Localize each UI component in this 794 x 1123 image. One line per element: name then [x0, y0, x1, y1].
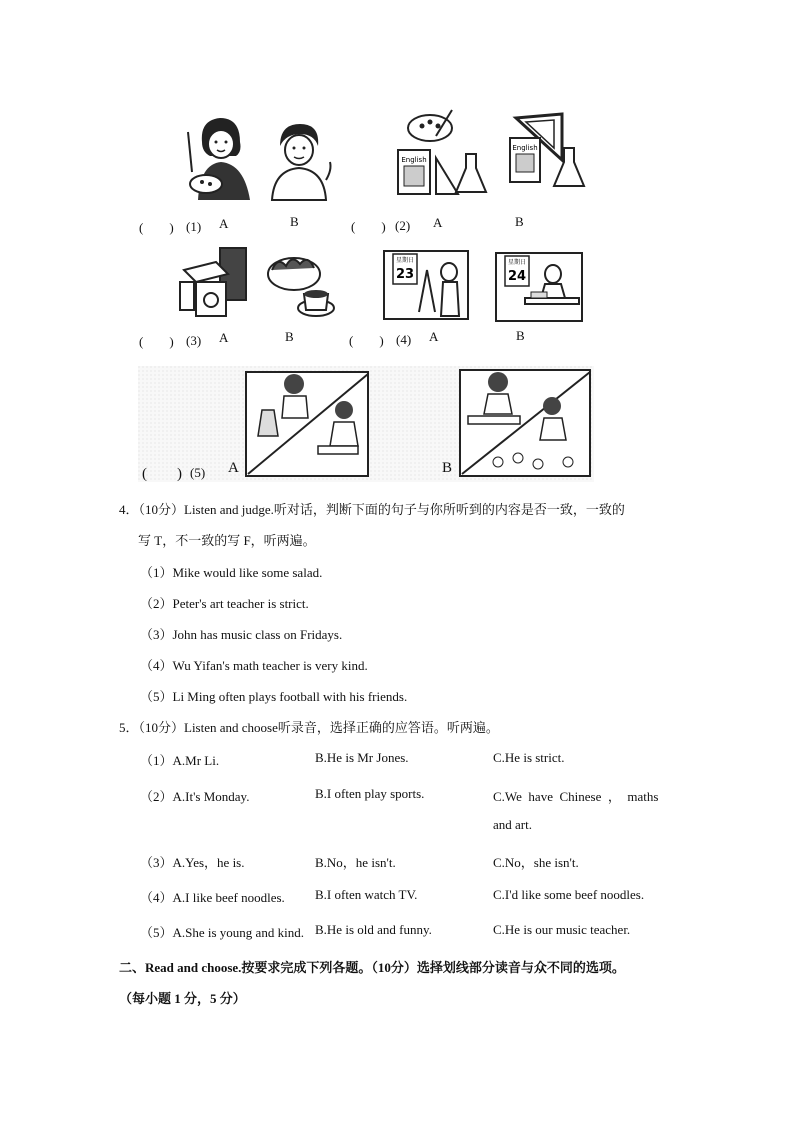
choice-option-c-cont: and art. [493, 817, 532, 832]
choice-option-a: （4）A.I like beef noodles. [140, 890, 285, 905]
section5-heading: 5．（10分）Listen and choose听录音，选择正确的应答语。听两遍。 [119, 720, 499, 735]
book-label: English [401, 156, 427, 164]
section4-heading: 4．（10分）Listen and judge.听对话，判断下面的句子与你所听到的内容是否一致，一致的 [119, 502, 625, 517]
option-label-a: A [228, 460, 239, 476]
choice-option-a: （5）A.She is young and kind. [140, 925, 304, 940]
question-number: (1) [186, 219, 202, 234]
picture-q1-a [180, 112, 262, 202]
picture-q2-a [396, 106, 492, 202]
choice-option-c: C.I'd like some beef noodles. [493, 887, 645, 902]
judge-item: （1）Mike would like some salad. [140, 565, 323, 580]
option-label-b: B [515, 214, 524, 229]
option-label-b: B [516, 328, 525, 343]
option-label-b: B [285, 329, 294, 344]
choice-option-c: C.No，she isn't. [493, 855, 579, 870]
choice-option-b: B.He is Mr Jones. [315, 750, 409, 765]
judge-item: （5）Li Ming often plays football with his friends. [140, 689, 408, 704]
option-label-a: A [219, 330, 229, 345]
option-label-b: B [290, 214, 299, 229]
choice-option-a: （3）A.Yes，he is. [140, 855, 245, 870]
choice-option-b: B.I often watch TV. [315, 887, 418, 902]
answer-paren[interactable]: ( ) [349, 333, 384, 348]
option-label-a: A [429, 329, 439, 344]
question-number: (4) [396, 332, 412, 347]
choice-option-b: B.I often play sports. [315, 786, 425, 801]
book-label: English [512, 144, 538, 152]
answer-paren[interactable]: ( ) [139, 220, 174, 235]
question-number: (2) [395, 218, 411, 233]
answer-paren[interactable]: ( ) [351, 219, 386, 234]
option-label-a: A [433, 215, 443, 230]
part2-subheading: （每小题 1 分，5 分） [119, 991, 246, 1006]
choice-option-c: C.He is our music teacher. [493, 922, 631, 937]
choice-option-a: （2）A.It's Monday. [140, 789, 250, 804]
part2-heading: 二、Read and choose.按要求完成下列各题。（10分）选择划线部分读音与众不同的选项。 [119, 960, 625, 975]
choice-option-a: （1）A.Mr Li. [140, 753, 220, 768]
choice-option-b: B.No，he isn't. [315, 855, 396, 870]
picture-q4-b [495, 252, 583, 322]
picture-q2-b [506, 108, 588, 194]
picture-q1-b [266, 120, 338, 202]
picture-q5-frame [138, 366, 594, 482]
calendar-date: 23 [395, 267, 415, 282]
judge-item: （2）Peter's art teacher is strict. [140, 596, 309, 611]
picture-q3-b [264, 250, 338, 326]
picture-q3-a [176, 244, 252, 320]
picture-q4-a [383, 250, 469, 320]
answer-paren[interactable]: ( ) [139, 334, 174, 349]
answer-paren[interactable]: ( ) [142, 466, 182, 482]
judge-item: （4）Wu Yifan's math teacher is very kind. [140, 658, 368, 673]
calendar-header: 星期日 [395, 257, 415, 264]
section4-heading-cont: 写 T，不一致的写 F，听两遍。 [138, 533, 316, 548]
calendar-date: 24 [507, 269, 527, 284]
question-number: (5) [190, 465, 206, 480]
option-label-b: B [442, 460, 453, 476]
choice-option-b: B.He is old and funny. [315, 922, 432, 937]
question-number: (3) [186, 333, 202, 348]
calendar-header: 星期日 [507, 259, 527, 266]
choice-option-c: C.He is strict. [493, 750, 565, 765]
option-label-a: A [219, 216, 229, 231]
choice-option-c: C.We have Chinese ， maths [493, 789, 659, 804]
judge-item: （3）John has music class on Fridays. [140, 627, 343, 642]
